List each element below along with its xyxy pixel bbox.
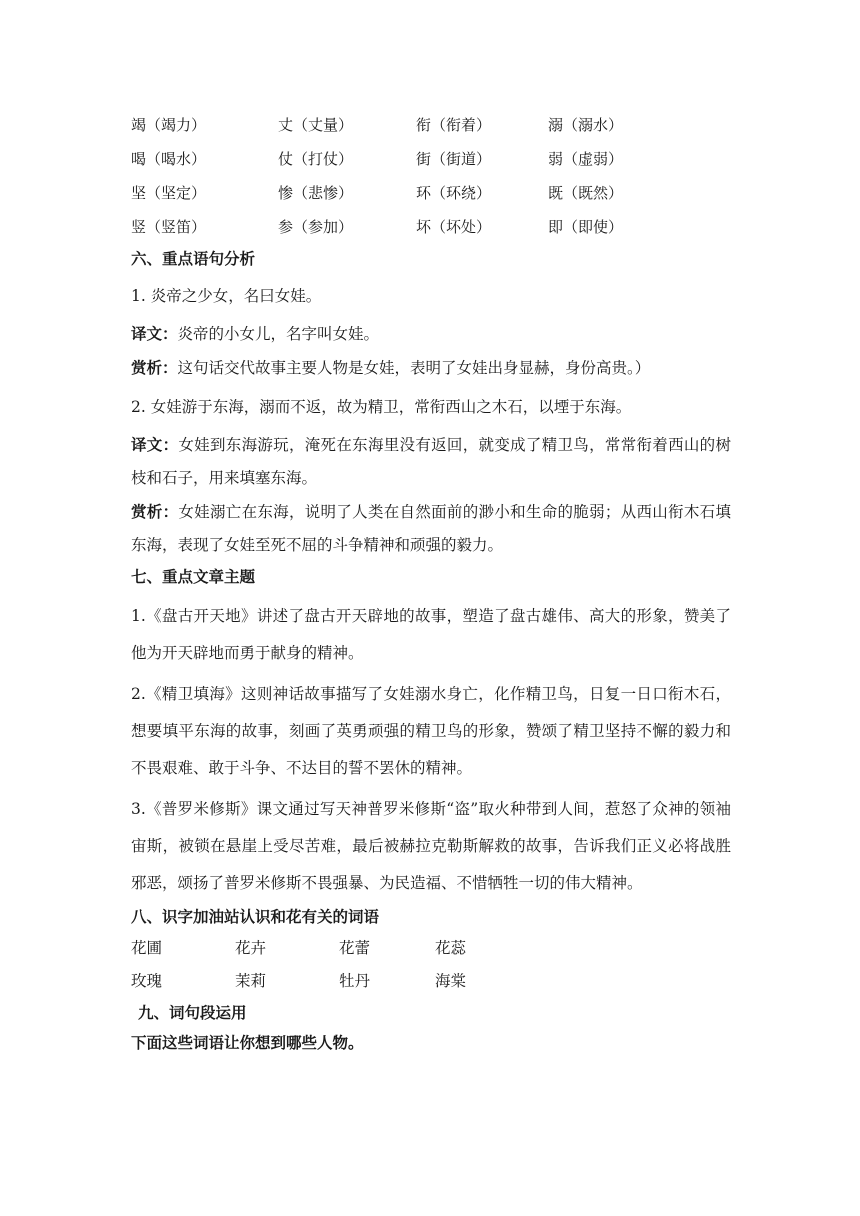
word-pair: 惨（悲惨） <box>278 184 354 202</box>
section9-prompt: 下面这些词语让你想到哪些人物。 <box>131 1033 364 1052</box>
analysis-label: 赏析： <box>131 358 178 377</box>
word-pair: 溺（溺水） <box>548 116 624 134</box>
flower-word: 花蕾 <box>339 939 371 957</box>
section6-sentence-1: 1. 炎帝之少女，名曰女娃。 <box>131 287 322 305</box>
flower-word: 花蕊 <box>435 939 467 957</box>
translation-text: 女娃到东海游玩，淹死在东海里没有返回，就变成了精卫鸟，常常衔着西山的树枝和石子，用来填塞东海。 <box>131 436 731 487</box>
section7-heading: 七、重点文章主题 <box>131 567 256 586</box>
word-pair: 喝（喝水） <box>131 150 207 168</box>
word-pair: 弱（虚弱） <box>548 150 624 168</box>
word-pair: 参（参加） <box>278 218 354 236</box>
analysis-text: 女娃溺亡在东海，说明了人类在自然面前的渺小和生命的脆弱；从西山衔木石填东海，表现了女娃至死不屈的斗争精神和顽强的毅力。 <box>131 503 731 554</box>
word-pair: 丈（丈量） <box>278 116 354 134</box>
translation-label: 译文： <box>131 435 179 454</box>
word-pair: 环（环绕） <box>416 184 492 202</box>
translation-label: 译文： <box>131 324 178 343</box>
section8-heading: 八、识字加油站认识和花有关的词语 <box>131 907 380 926</box>
analysis-text: 这句话交代故事主要人物是女娃，表明了女娃出身显赫，身份高贵。） <box>177 359 651 377</box>
flower-word: 海棠 <box>435 972 467 990</box>
word-pair: 竭（竭力） <box>131 116 207 134</box>
word-pair: 即（即使） <box>548 218 624 236</box>
section7-theme-1: 1.《盘古开天地》讲述了盘古开天辟地的故事，塑造了盘古雄伟、高大的形象，赞美了他为开天辟地而勇于献身的精神。 <box>131 607 731 662</box>
flower-word: 牡丹 <box>339 972 371 990</box>
word-pair: 街（街道） <box>416 150 492 168</box>
section6-translation-2 <box>131 428 731 495</box>
word-pair: 坏（坏处） <box>416 218 492 236</box>
analysis-label: 赏析： <box>131 502 179 521</box>
section6-heading: 六、重点语句分析 <box>131 249 256 268</box>
flower-word: 茉莉 <box>235 972 267 990</box>
word-pairs-table <box>131 108 731 244</box>
section6-analysis-1 <box>131 351 731 385</box>
section7-theme-3: 3.《普罗米修斯》课文通过写天神普罗米修斯“盗”取火种带到人间，惹怒了众神的领袖宙斯，被锁在悬崖上受尽苦难，最后被赫拉克勒斯解救的故事，告诉我们正义必将战胜邪恶，颂扬了普罗米修斯不畏强暴、为民造福、不惜牺牲一切的伟大精神。 <box>131 800 731 892</box>
document-page <box>131 108 731 1058</box>
section6-sentence-2: 2. 女娃游于东海，溺而不返，故为精卫，常衔西山之木石，以堙于东海。 <box>131 398 632 416</box>
flower-word: 花圃 <box>131 939 163 957</box>
section6-analysis-2 <box>131 495 731 562</box>
word-pair: 仗（打仗） <box>278 150 354 168</box>
section7-theme-2: 2.《精卫填海》这则神话故事描写了女娃溺水身亡，化作精卫鸟，日复一日口衔木石，想要填平东海的故事，刻画了英勇顽强的精卫鸟的形象，赞颂了精卫坚持不懈的毅力和不畏艰难、敢于斗争、不达目的誓不罢休的精神。 <box>131 685 731 777</box>
flower-word: 玫瑰 <box>131 972 163 990</box>
word-pair: 坚（坚定） <box>131 184 207 202</box>
word-pair: 衔（衔着） <box>416 116 492 134</box>
word-pair: 竖（竖笛） <box>131 218 207 236</box>
word-pair: 既（既然） <box>548 184 624 202</box>
section9-heading: 九、词句段运用 <box>138 1003 247 1022</box>
section6-translation-1 <box>131 317 731 351</box>
flower-word: 花卉 <box>235 939 267 957</box>
flower-words-table <box>131 932 731 998</box>
translation-text: 炎帝的小女儿，名字叫女娃。 <box>177 325 380 343</box>
